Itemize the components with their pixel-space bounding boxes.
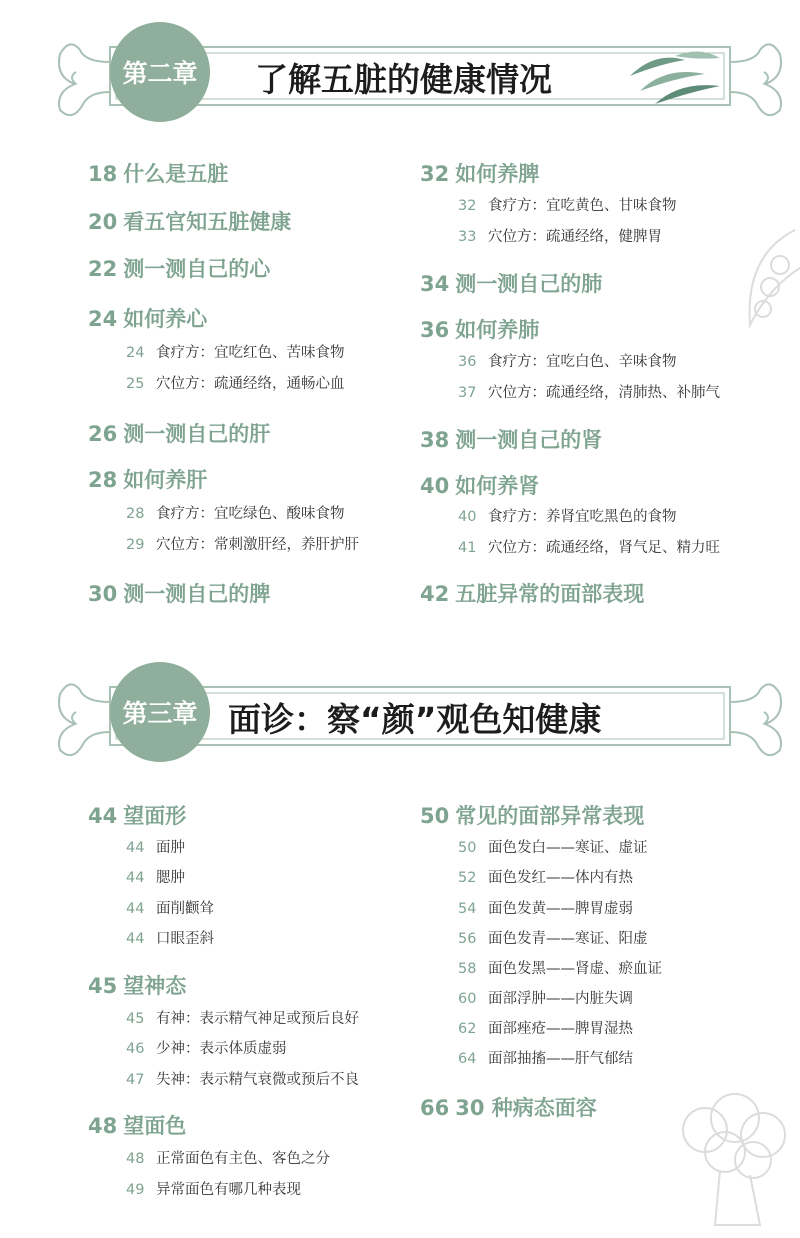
toc-subitem: [458, 350, 677, 371]
page-number: 48: [88, 1114, 118, 1138]
entry-text: 食疗方：宜吃黄色、甘味食物: [488, 198, 677, 214]
toc-subitem: [458, 505, 677, 526]
chapter3-banner: [0, 662, 800, 772]
entry-text: 面色发白——寒证、虚证: [488, 840, 648, 856]
toc-subitem: [126, 897, 214, 918]
entry-text: 面色发青——寒证、阳虚: [488, 931, 648, 947]
toc-subitem: [126, 1037, 287, 1058]
toc-heading: [420, 158, 539, 188]
page-number: 30: [88, 582, 118, 606]
entry-text: 如何养肝: [123, 468, 208, 492]
page-number: 44: [126, 840, 145, 856]
entry-text: 面色发红——体内有热: [488, 870, 633, 886]
entry-text: 食疗方：宜吃白色、辛味食物: [488, 354, 677, 370]
page-number: 40: [420, 474, 450, 498]
entry-text: 有神：表示精气神足或预后良好: [156, 1011, 359, 1027]
entry-text: 测一测自己的心: [123, 257, 271, 281]
page-number: 24: [88, 307, 118, 331]
entry-text: 测一测自己的肺: [455, 272, 603, 296]
entry-text: 穴位方：疏通经络，健脾胃: [488, 229, 662, 245]
chapter-title: 了解五脏的健康情况: [255, 60, 552, 99]
toc-subitem: [458, 987, 633, 1008]
entry-text: 测一测自己的脾: [123, 582, 271, 606]
page-number: 28: [126, 506, 145, 522]
page-number: 64: [458, 1051, 477, 1067]
page-number: 60: [458, 991, 477, 1007]
toc-subitem: [126, 533, 359, 554]
page-number: 41: [458, 540, 477, 556]
entry-text: 穴位方：疏通经络，肾气足、精力旺: [488, 540, 720, 556]
page-number: 24: [126, 345, 145, 361]
page-number: 29: [126, 537, 145, 553]
entry-text: 面色发黑——肾虚、瘀血证: [488, 961, 662, 977]
entry-text: 食疗方：养肾宜吃黑色的食物: [488, 509, 677, 525]
toc-subitem: [126, 502, 345, 523]
toc-subitem: [458, 225, 662, 246]
toc-heading: [88, 800, 186, 830]
entry-text: 少神：表示体质虚弱: [156, 1041, 287, 1057]
toc-subitem: [126, 341, 345, 362]
toc-heading: [88, 303, 207, 333]
entry-text: 正常面色有主色、客色之分: [156, 1151, 330, 1167]
page-number: 36: [420, 318, 450, 342]
toc-heading: [88, 970, 186, 1000]
toc-heading: [88, 158, 228, 188]
toc-subitem: [458, 836, 648, 857]
toc-subitem: [126, 836, 185, 857]
entry-text: 望神态: [123, 974, 187, 998]
page-number: 20: [88, 210, 118, 234]
entry-text: 异常面色有哪几种表现: [156, 1182, 301, 1198]
chapter-badge: 第二章: [110, 22, 210, 122]
entry-text: 望面色: [123, 1114, 187, 1138]
page-number: 28: [88, 468, 118, 492]
page-number: 48: [126, 1151, 145, 1167]
toc-heading: [420, 800, 644, 830]
entry-text: 面肿: [156, 840, 185, 856]
broccoli-decoration-icon: [665, 1090, 795, 1230]
page-number: 52: [458, 870, 477, 886]
toc-subitem: [458, 927, 648, 948]
page-number: 44: [126, 870, 145, 886]
page-number: 40: [458, 509, 477, 525]
chapter2-banner: [0, 22, 800, 132]
toc-heading: [420, 424, 602, 454]
page-number: 54: [458, 901, 477, 917]
toc-subitem: [458, 897, 633, 918]
toc-heading: [420, 314, 539, 344]
entry-text: 看五官知五脏健康: [123, 210, 292, 234]
entry-text: 面部浮肿——内脏失调: [488, 991, 633, 1007]
page-number: 49: [126, 1182, 145, 1198]
entry-text: 测一测自己的肾: [455, 428, 603, 452]
chapter-title: 面诊：察“颜”观色知健康: [228, 700, 602, 739]
page-number: 42: [420, 582, 450, 606]
page-number: 45: [126, 1011, 145, 1027]
entry-text: 测一测自己的肝: [123, 422, 271, 446]
toc-heading: [88, 206, 291, 236]
toc-subitem: [126, 372, 345, 393]
entry-text: 常见的面部异常表现: [455, 804, 645, 828]
entry-text: 面色发黄——脾胃虚弱: [488, 901, 633, 917]
page-number: 66: [420, 1096, 450, 1120]
toc-subitem: [126, 866, 185, 887]
toc-subitem: [126, 1068, 359, 1089]
toc-heading: [88, 464, 207, 494]
page-number: 26: [88, 422, 118, 446]
entry-text: 食疗方：宜吃红色、苦味食物: [156, 345, 345, 361]
toc-subitem: [458, 194, 677, 215]
toc-subitem: [126, 1178, 301, 1199]
toc-subitem: [126, 1007, 359, 1028]
entry-text: 面削颧耸: [156, 901, 214, 917]
page-number: 25: [126, 376, 145, 392]
entry-text: 口眼歪斜: [156, 931, 214, 947]
entry-text: 失神：表示精气衰微或预后不良: [156, 1072, 359, 1088]
toc-subitem: [458, 1017, 633, 1038]
pea-pod-decoration-icon: [735, 225, 800, 335]
page-number: 36: [458, 354, 477, 370]
entry-text: 如何养肾: [455, 474, 540, 498]
page-number: 37: [458, 385, 477, 401]
chapter-badge: 第三章: [110, 662, 210, 762]
entry-text: 什么是五脏: [123, 162, 229, 186]
page-number: 38: [420, 428, 450, 452]
toc-heading: [88, 418, 270, 448]
page-number: 34: [420, 272, 450, 296]
leaf-decoration-icon: [625, 46, 725, 110]
page-number: 45: [88, 974, 118, 998]
toc-subitem: [126, 927, 214, 948]
page-number: 32: [420, 162, 450, 186]
toc-subitem: [458, 381, 720, 402]
entry-text: 五脏异常的面部表现: [455, 582, 645, 606]
page-number: 32: [458, 198, 477, 214]
entry-text: 如何养脾: [455, 162, 540, 186]
entry-text: 穴位方：疏通经络，通畅心血: [156, 376, 345, 392]
toc-subitem: [458, 1047, 633, 1068]
page-number: 44: [126, 901, 145, 917]
page-number: 62: [458, 1021, 477, 1037]
toc-subitem: [458, 866, 633, 887]
page-number: 58: [458, 961, 477, 977]
entry-text: 腮肿: [156, 870, 185, 886]
entry-text: 如何养心: [123, 307, 208, 331]
toc-subitem: [458, 536, 720, 557]
toc-subitem: [126, 1147, 330, 1168]
page-number: 47: [126, 1072, 145, 1088]
toc-subitem: [458, 957, 662, 978]
page-number: 44: [126, 931, 145, 947]
page-number: 50: [420, 804, 450, 828]
entry-text: 穴位方：疏通经络，清肺热、补肺气: [488, 385, 720, 401]
page-number: 44: [88, 804, 118, 828]
entry-text: 望面形: [123, 804, 187, 828]
toc-heading: [88, 1110, 186, 1140]
entry-text: 面部抽搐——肝气郁结: [488, 1051, 633, 1067]
page-number: 46: [126, 1041, 145, 1057]
toc-heading: [420, 268, 602, 298]
toc-heading: [88, 253, 270, 283]
entry-text: 食疗方：宜吃绿色、酸味食物: [156, 506, 345, 522]
entry-text: 如何养肺: [455, 318, 540, 342]
page-number: 50: [458, 840, 477, 856]
page-number: 18: [88, 162, 118, 186]
entry-text: 面部痤疮——脾胃湿热: [488, 1021, 633, 1037]
entry-text: 穴位方：常刺激肝经，养肝护肝: [156, 537, 359, 553]
toc-heading: [420, 470, 539, 500]
toc-heading: [88, 578, 270, 608]
page-number: 56: [458, 931, 477, 947]
page-number: 33: [458, 229, 477, 245]
page-number: 22: [88, 257, 118, 281]
entry-text: 30 种病态面容: [455, 1096, 597, 1120]
toc-heading: [420, 578, 644, 608]
toc-heading: [420, 1092, 597, 1122]
